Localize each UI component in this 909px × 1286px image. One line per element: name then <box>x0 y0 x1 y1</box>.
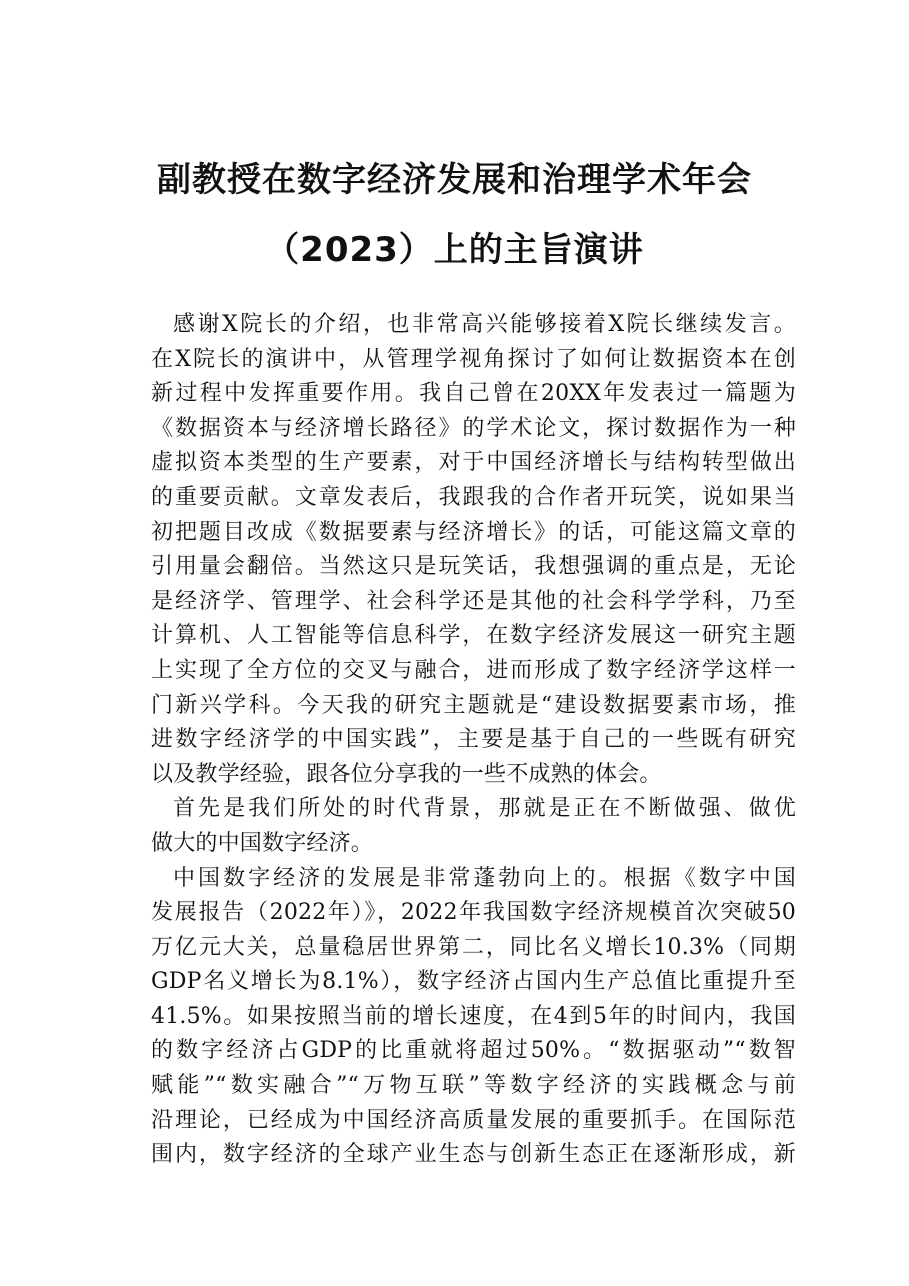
paragraph-line: 沿理论，已经成为中国经济高质量发展的重要抓手。在国际范 <box>151 1107 796 1133</box>
paragraph-line: 41.5%。如果按照当前的增长速度，在4到5年的时间内，我国 <box>151 1003 796 1029</box>
paragraph-line: 门新兴学科。今天我的研究主题就是“建设数据要素市场，推 <box>151 692 796 718</box>
document-title-line-1: 副教授在数字经济发展和治理学术年会 <box>157 160 752 200</box>
paragraph-line: 进数字经济学的中国实践”，主要是基于自己的一些既有研究 <box>151 727 796 753</box>
paragraph-line: 中国数字经济的发展是非常蓬勃向上的。根据《数字中国 <box>173 865 796 891</box>
paragraph-line: 初把题目改成《数据要素与经济增长》的话，可能这篇文章的 <box>151 519 796 545</box>
paragraph-line: 是经济学、管理学、社会科学还是其他的社会科学学科，乃至 <box>151 588 796 614</box>
paragraph-line: 新过程中发挥重要作用。我自己曾在20XX年发表过一篇题为 <box>151 381 796 407</box>
paragraph <box>151 792 796 861</box>
paragraph-line: 赋能”“数实融合”“万物互联”等数字经济的实践概念与前 <box>151 1073 796 1099</box>
paragraph-line: 的重要贡献。文章发表后，我跟我的合作者开玩笑，说如果当 <box>151 484 796 510</box>
paragraph-line: 发展报告（2022年）》，2022年我国数字经济规模首次突破50 <box>151 900 796 926</box>
paragraph-line: GDP名义增长为8.1%），数字经济占国内生产总值比重提升至 <box>151 969 796 995</box>
paragraph-line: 在X院长的演讲中，从管理学视角探讨了如何让数据资本在创 <box>151 346 796 372</box>
paragraph <box>151 308 796 792</box>
paragraph-line: 上实现了全方位的交叉与融合，进而形成了数字经济学这样一 <box>151 657 796 683</box>
paragraph <box>151 862 796 1173</box>
paragraph-line: 首先是我们所处的时代背景，那就是正在不断做强、做优 <box>173 796 796 822</box>
paragraph-line: 虚拟资本类型的生产要素，对于中国经济增长与结构转型做出 <box>151 450 796 476</box>
paragraph-line: 做大的中国数字经济。 <box>151 830 374 856</box>
paragraph-line: 计算机、人工智能等信息科学，在数字经济发展这一研究主题 <box>151 623 796 649</box>
paragraph-line: 的数字经济占GDP的比重就将超过50%。“数据驱动”“数智 <box>151 1038 796 1064</box>
paragraph-line: 以及教学经验，跟各位分享我的一些不成熟的体会。 <box>151 761 662 787</box>
paragraph-line: 万亿元大关，总量稳居世界第二，同比名义增长10.3%（同期 <box>151 934 796 960</box>
paragraph-line: 感谢X院长的介绍，也非常高兴能够接着X院长继续发言。 <box>173 312 796 337</box>
document-title-line-2: （2023）上的主旨演讲 <box>265 230 644 270</box>
document-body <box>151 308 796 1173</box>
paragraph-line: 《数据资本与经济增长路径》的学术论文，探讨数据作为一种 <box>151 415 796 441</box>
paragraph-line: 围内，数字经济的全球产业生态与创新生态正在逐渐形成，新 <box>151 1142 796 1168</box>
paragraph-line: 引用量会翻倍。当然这只是玩笑话，我想强调的重点是，无论 <box>151 554 796 580</box>
